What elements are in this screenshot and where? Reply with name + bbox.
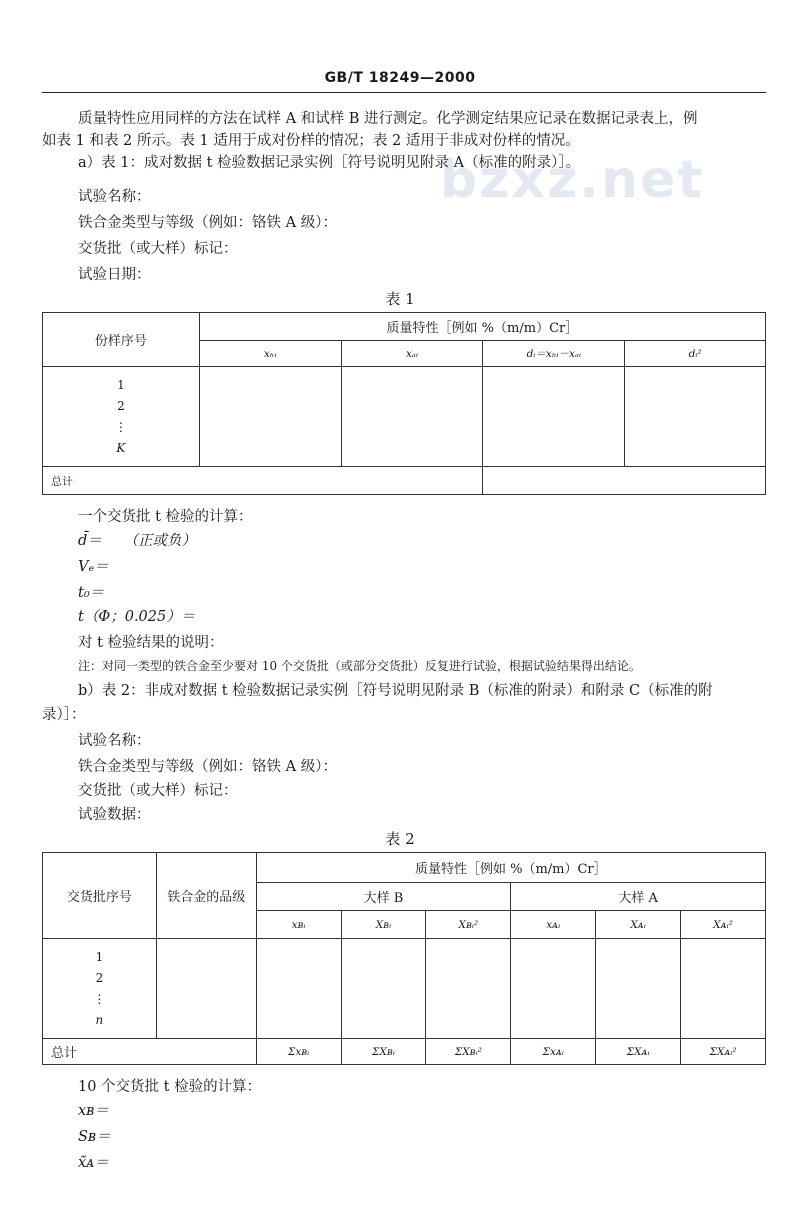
table2-sub-xai: xᴀᵢ [511,911,596,939]
table2-total-xbi: Σxʙᵢ [256,1039,341,1065]
b-field-data: 试验数据： [78,807,151,823]
a-field-lot: 交货批（或大样）标记： [78,241,238,257]
table1-caption: 表 1 [385,290,415,308]
table1-row-2: 2 [117,398,125,413]
table1-group-header: 质量特性［例如 %（m/m）Cr］ [199,313,765,341]
intro-line-2: 如表 1 和表 2 所示。表 1 适用于成对份样的情况；表 2 适用于非成对份样的情况。 [42,133,580,149]
table1-sub-xhi: xₕᵢ [199,341,341,367]
table2-total-Xai: ΣXᴀᵢ [596,1039,681,1065]
calc1-interpretation: 对 t 检验结果的说明： [78,635,224,651]
table2-caption: 表 2 [385,830,415,848]
calc1-vd: Vₑ＝ [78,559,109,575]
table2-sub-Xai: Xᴀᵢ [596,911,681,939]
table1-row-1: 1 [117,377,125,392]
item-b-line-2: 录）］： [42,707,86,723]
a-field-name: 试验名称： [78,189,151,205]
table2-cell [156,939,256,1039]
table2-row-2: 2 [95,970,104,985]
table1-total-label: 总计 [43,467,483,495]
table2-cell [256,939,341,1039]
table1-sub-di: dᵢ＝xₕᵢ－xₐᵢ [483,341,625,367]
calc1-dbar: d̄＝ （正或负） [78,533,197,549]
table1-cell [625,367,766,467]
table-1 [42,312,766,495]
table2-cell [596,939,681,1039]
table2-cell [511,939,596,1039]
table2-sub-Xbi2: Xʙᵢ² [426,911,511,939]
table2-total-label: 总计 [43,1039,257,1065]
calc2-xa: x̃ᴀ＝ [78,1155,109,1171]
calc1-title: 一个交货批 t 检验的计算： [78,509,253,525]
item-b-line-1: b）表 2：非成对数据 t 检验数据记录实例［符号说明见附录 B（标准的附录）和附录 C（标准的附 [78,683,713,699]
table1-cell [341,367,483,467]
calc2-title: 10 个交货批 t 检验的计算： [78,1079,262,1095]
table2-total-xai: Σxᴀᵢ [511,1039,596,1065]
table1-row-ellipsis: ⋮ [114,419,127,434]
document-header: GB/T 18249—2000 [324,70,476,86]
table1-row-k: K [116,440,126,455]
a-field-date: 试验日期： [78,267,151,283]
watermark: bzxz.net [440,150,705,210]
header-rule [42,92,766,93]
item-a: a）表 1：成对数据 t 检验数据记录实例［符号说明见附录 A（标准的附录）］。 [78,155,581,171]
table1-row-numbers [43,367,200,467]
table2-col-grade: 铁合金的品级 [156,853,256,939]
table2-sub-xbi: xʙᵢ [256,911,341,939]
table2-cell [681,939,766,1039]
table2-total-Xai2: ΣXᴀᵢ² [681,1039,766,1065]
calc1-tphi: t（Φ；0.025）＝ [78,609,196,625]
table2-group-header: 质量特性［例如 %（m/m）Cr］ [256,853,765,883]
calc2-sb: Sʙ＝ [78,1129,111,1145]
calc1-t0: t₀＝ [78,585,105,601]
table2-sub-Xai2: Xᴀᵢ² [681,911,766,939]
table2-cell [341,939,426,1039]
table1-sub-di2: dᵢ² [625,341,766,367]
table2-sub-Xbi: Xʙᵢ [341,911,426,939]
table2-cell [426,939,511,1039]
a-field-grade: 铁合金类型与等级（例如：铬铁 A 级）： [78,215,337,231]
b-field-lot: 交货批（或大样）标记： [78,783,238,799]
table1-total-cell [483,467,766,495]
table2-group-b: 大样 B [256,883,511,911]
table1-col-sample-no: 份样序号 [43,313,200,367]
table-2 [42,852,766,1065]
calc2-xb: xʙ＝ [78,1103,109,1119]
table2-total-Xbi: ΣXʙᵢ [341,1039,426,1065]
table2-total-Xbi2: ΣXʙᵢ² [426,1039,511,1065]
table2-row-1: 1 [95,949,104,964]
b-field-grade: 铁合金类型与等级（例如：铬铁 A 级）： [78,759,337,775]
b-field-name: 试验名称： [78,733,151,749]
table1-sub-xai: xₐᵢ [341,341,483,367]
intro-line-1: 质量特性应用同样的方法在试样 A 和试样 B 进行测定。化学测定结果应记录在数据记录表上，例 [78,111,698,127]
table2-row-n: n [95,1012,104,1027]
table2-row-numbers [43,939,157,1039]
table2-group-a: 大样 A [511,883,766,911]
table1-cell [483,367,625,467]
note: 注：对同一类型的铁合金至少要对 10 个交货批（或部分交货批）反复进行试验，根据试验结果得出结论。 [78,659,641,673]
table2-row-ellipsis: ⋮ [93,991,106,1006]
table1-cell [199,367,341,467]
table2-col-lot-no: 交货批序号 [43,853,157,939]
